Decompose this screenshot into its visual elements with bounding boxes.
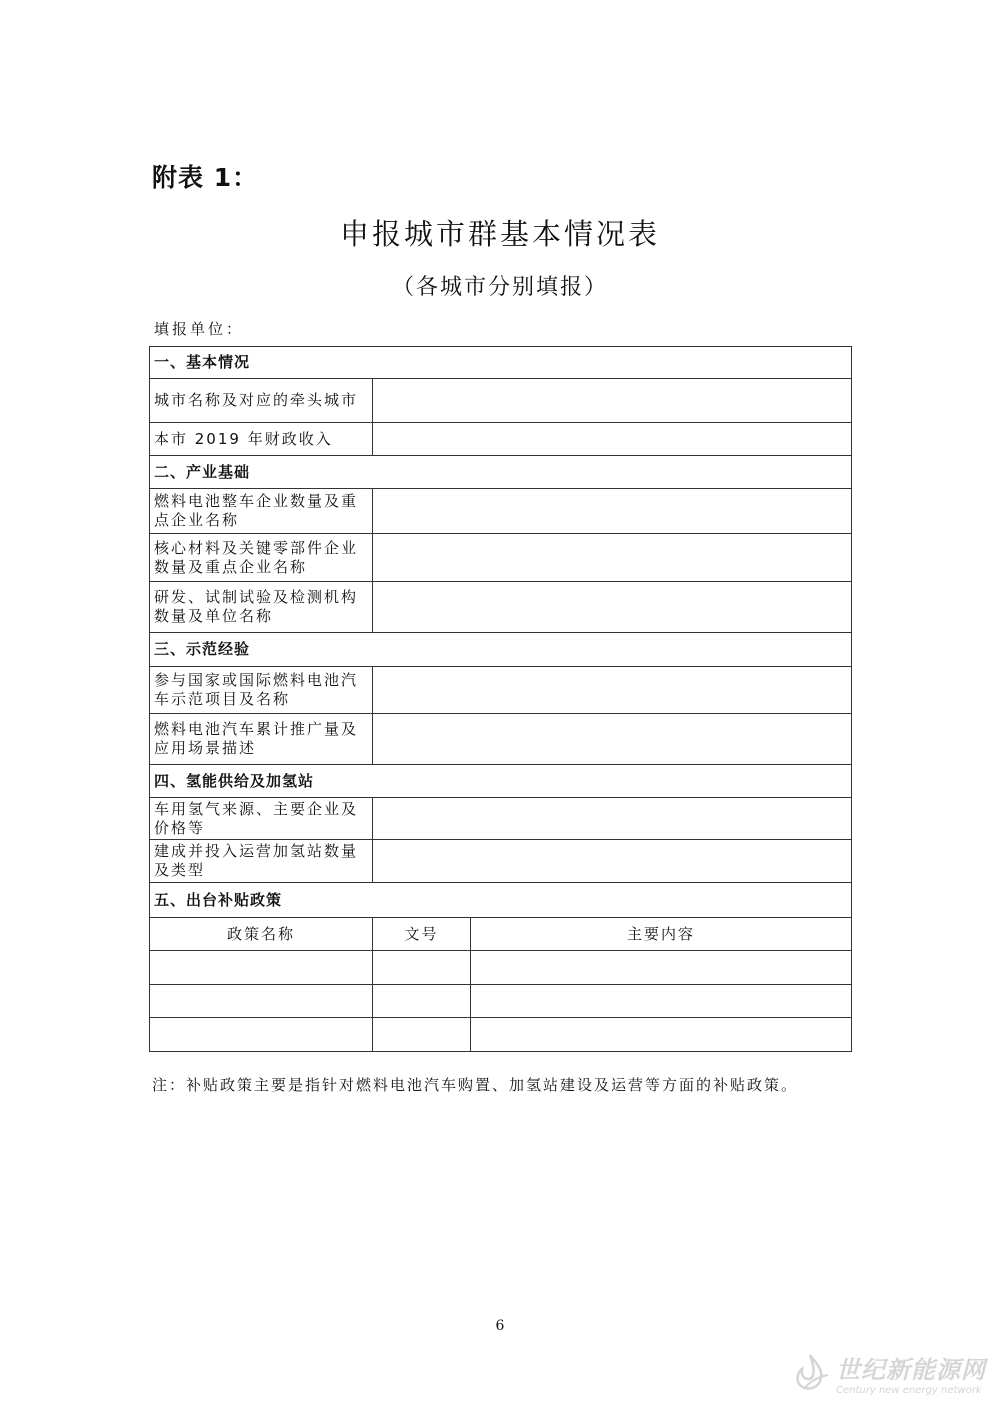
watermark-cn: 世纪新能源网 (836, 1356, 986, 1384)
policy-name-cell[interactable] (150, 985, 373, 1018)
row-label: 本市 2019 年财政收入 (150, 423, 373, 456)
watermark-en: Century new energy network (836, 1385, 982, 1396)
row-value-cell[interactable] (373, 534, 852, 582)
policy-name-cell[interactable] (150, 1018, 373, 1052)
row-label: 建成并投入运营加氢站数量及类型 (150, 840, 373, 883)
main-content-cell[interactable] (471, 951, 852, 985)
row-value-cell[interactable] (373, 489, 852, 534)
page-title: 申报城市群基本情况表 (339, 217, 660, 251)
doc-number-cell[interactable] (373, 1018, 471, 1052)
row-label: 研发、试制试验及检测机构数量及单位名称 (150, 582, 373, 633)
reporting-unit-label: 填报单位： (154, 320, 245, 338)
row-label: 城市名称及对应的牵头城市 (150, 379, 373, 423)
row-value-cell[interactable] (373, 423, 852, 456)
table-row (150, 985, 852, 1018)
row-value-cell[interactable] (373, 379, 852, 423)
watermark (788, 1350, 986, 1396)
table-row (150, 1018, 852, 1052)
row-value-cell[interactable] (373, 582, 852, 633)
header-policy-name: 政策名称 (150, 918, 373, 951)
row-value-cell[interactable] (373, 667, 852, 714)
row-label: 参与国家或国际燃料电池汽车示范项目及名称 (150, 667, 373, 714)
main-content-cell[interactable] (471, 985, 852, 1018)
section-hydrogen-title: 四、氢能供给及加氢站 (150, 765, 852, 798)
row-value-cell[interactable] (373, 840, 852, 883)
flame-logo-icon (788, 1351, 832, 1395)
section-basic-title: 一、基本情况 (150, 347, 852, 379)
section-subsidy-title: 五、出台补贴政策 (150, 883, 852, 918)
row-label: 燃料电池汽车累计推广量及应用场景描述 (150, 714, 373, 765)
table-row (150, 951, 852, 985)
row-label: 核心材料及关键零部件企业数量及重点企业名称 (150, 534, 373, 582)
row-label: 车用氢气来源、主要企业及价格等 (150, 798, 373, 840)
row-value-cell[interactable] (373, 798, 852, 840)
annex-label: 附表 1： (152, 163, 259, 192)
city-cluster-form-table (149, 346, 852, 1052)
doc-number-cell[interactable] (373, 985, 471, 1018)
row-value-cell[interactable] (373, 714, 852, 765)
header-doc-number: 文号 (373, 918, 471, 951)
page-number: 6 (495, 1318, 505, 1334)
policy-name-cell[interactable] (150, 951, 373, 985)
footnote: 注：补贴政策主要是指针对燃料电池汽车购置、加氢站建设及运营等方面的补贴政策。 (152, 1076, 799, 1094)
row-label: 燃料电池整车企业数量及重点企业名称 (150, 489, 373, 534)
header-main-content: 主要内容 (471, 918, 852, 951)
main-content-cell[interactable] (471, 1018, 852, 1052)
doc-number-cell[interactable] (373, 951, 471, 985)
section-demo-title: 三、示范经验 (150, 633, 852, 667)
page-subtitle: （各城市分别填报） (391, 275, 608, 300)
section-industry-title: 二、产业基础 (150, 456, 852, 489)
